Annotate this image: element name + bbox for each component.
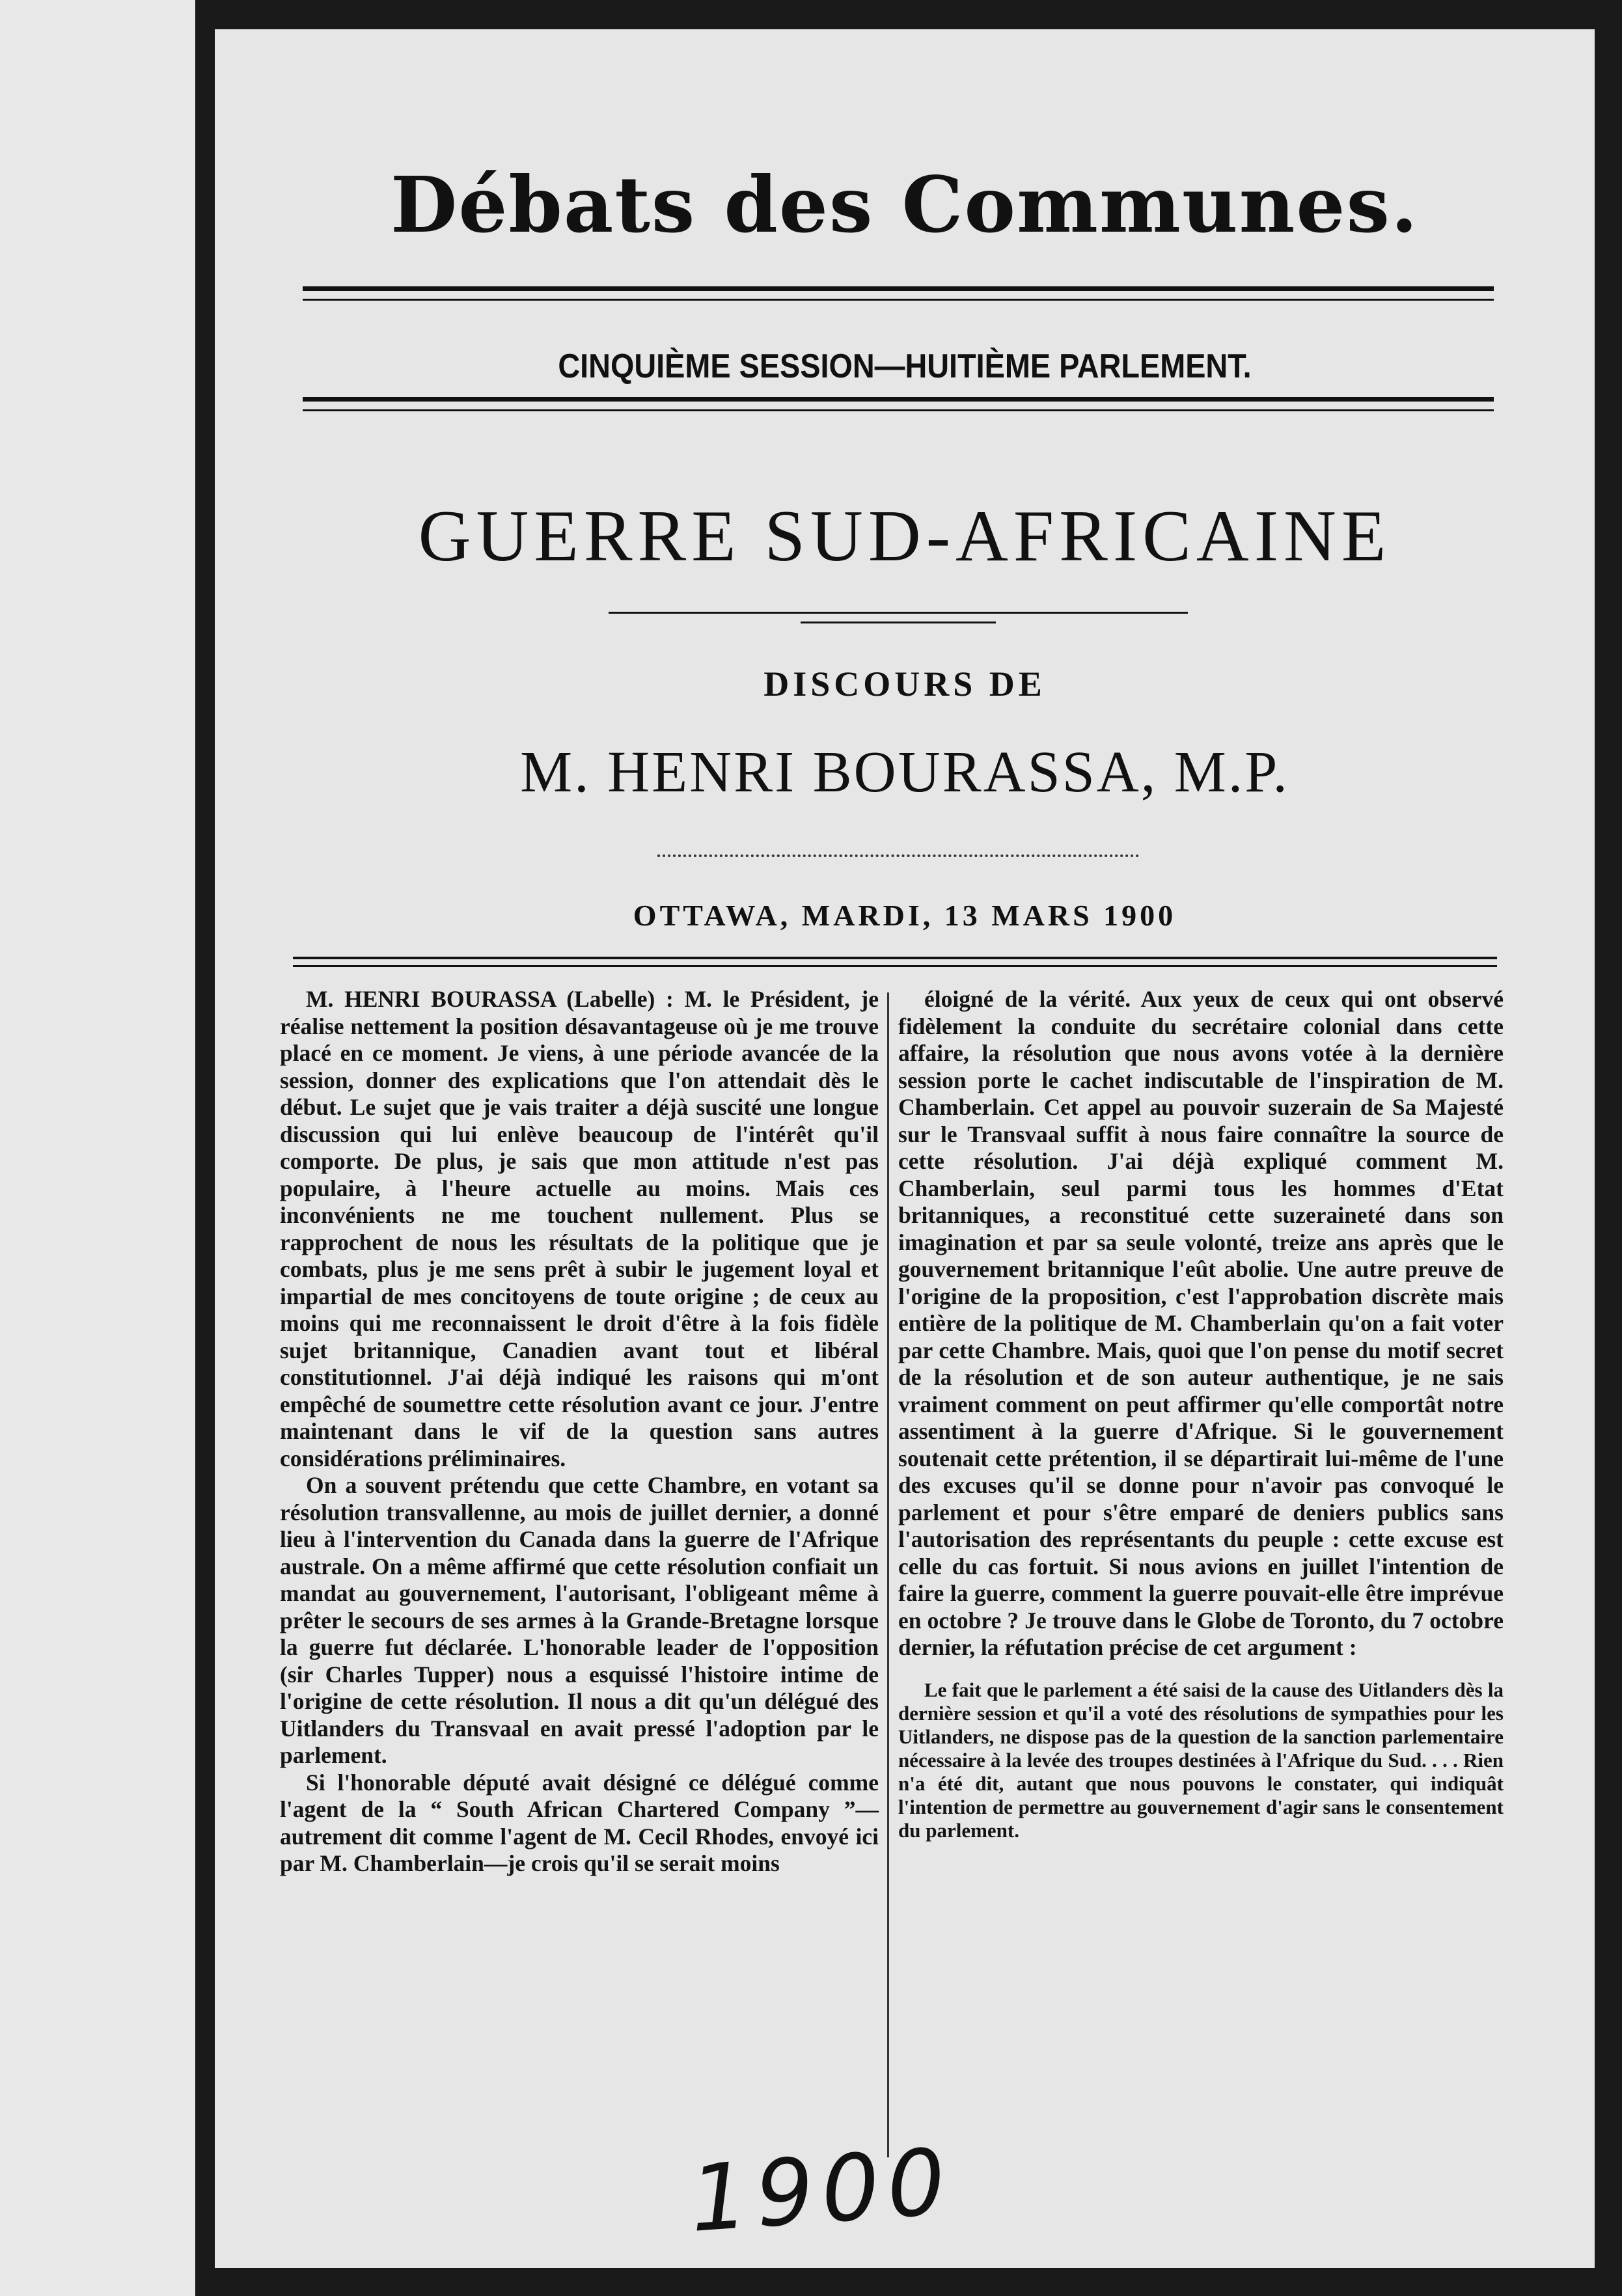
main-title: GUERRE SUD-AFRICAINE bbox=[418, 496, 1392, 577]
title-rule-long bbox=[609, 612, 1188, 614]
paragraph: Si l'honorable député avait désigné ce délégué comme l'agent de la “ South African Chartered Company ”—autrement dit comme l'agent de M. Cecil Rhodes, envoyé ici par M. Chamberlain—je crois qu'il se serait moins bbox=[280, 1769, 879, 1876]
masthead: Débats des Communes. bbox=[391, 159, 1419, 250]
body-column-right bbox=[898, 986, 1504, 1842]
quote-text: Le fait que le parlement a été saisi de la cause des Uitlanders dès la dernière session et qu'il a voté des résolutions de sympathies pour les Uitlanders, ne dispose pas de la question de la sanction parlementaire nécessaire à la levée des troupes destinées à l'Afrique du Sud. . . . Rien n'a été dit, autant que nous pouvons le constater, qui indiquât l'intention de permettre au gouvernement d'agir sans le consentement du parlement. bbox=[898, 1678, 1504, 1842]
header-rule-top bbox=[303, 286, 1494, 301]
title-rule-short bbox=[801, 622, 996, 623]
document-page bbox=[215, 29, 1595, 2268]
paragraph: On a souvent prétendu que cette Chambre, en votant sa résolution transvallenne, au mois de juillet dernier, a donné lieu à l'intervention du Canada dans la guerre de l'Afrique australe. On a même affirmé que cette résolution confiait un mandat au gouvernement, l'autorisant, l'obligeant même à prêter le secours de ses armes à la Grande-Bretagne lorsque la guerre fut déclarée. L'honorable leader de l'opposition (sir Charles Tupper) nous a esquissé l'histoire intime de l'origine de cette résolution. Il nous a dit qu'un délégué des Uitlanders du Transvaal en avait pressé l'adoption par le parlement. bbox=[280, 1472, 879, 1768]
column-divider bbox=[887, 992, 889, 2157]
body-column-left bbox=[280, 986, 879, 1878]
paragraph: M. HENRI BOURASSA (Labelle) : M. le Président, je réalise nettement la position désavantageuse où je me trouve placé en ce moment. Je viens, à une période avancée de la session, donner des explications que l'on attendait dès le début. Le sujet que je vais traiter a déjà suscité une longue discussion qui lui enlève beaucoup de l'intérêt qu'il comporte. De plus, je sais que mon attitude n'est pas populaire, à l'heure actuelle au moins. Mais ces inconvénients ne me touchent nullement. Plus se rapprochent de nous les résultats de la politique que je combats, plus je me sens prêt à subir le jugement loyal et impartial de mes concitoyens de toute origine ; de ceux au moins qui me reconnaissent le droit d'être à la fois fidèle sujet britannique, Canadien avant tout et libéral constitutionnel. J'ai déjà indiqué les raisons qui m'ont empêché de soumettre cette résolution avant ce jour. J'entre maintenant dans le vif de la question sans autres considérations préliminaires. bbox=[280, 986, 879, 1471]
body-rule bbox=[293, 957, 1497, 967]
session-line: CINQUIÈME SESSION—HUITIÈME PARLEMENT. bbox=[558, 348, 1252, 385]
speaker-name: M. HENRI BOURASSA, M.P. bbox=[520, 740, 1289, 804]
handwritten-year: 1900 bbox=[686, 2129, 957, 2253]
header-rule-bottom bbox=[303, 397, 1494, 411]
paragraph: éloigné de la vérité. Aux yeux de ceux qui ont observé fidèlement la conduite du secrétaire colonial dans cette affaire, la résolution que nous avons votée à la dernière session porte le cachet indiscutable de l'inspiration de M. Chamberlain. Cet appel au pouvoir suzerain de Sa Majesté sur le Transvaal suffit à nous faire connaître la source de cette résolution. J'ai déjà expliqué comment M. Chamberlain, seul parmi tous les hommes d'Etat britanniques, a reconstitué cette suzeraineté dans son imagination et par sa seule volonté, treize ans après que le gouvernement britannique l'eût abolie. Une autre preuve de l'origine de la proposition, c'est l'approbation discrète mais entière de la politique de M. Chamberlain qu'on a fait voter par cette Chambre. Mais, quoi que l'on pense du motif secret de la résolution et de son auteur authentique, je ne sais vraiment comment on peut affirmer qu'elle comportât notre assentiment à la guerre d'Afrique. Si le gouvernement soutenait cette prétention, il se départirait lui-même de l'une des excuses qu'il se donne pour n'avoir pas convoqué le parlement et pour s'être emparé de deniers publics sans l'autorisation des représentants du peuple : cette excuse est celle du cas fortuit. Si nous avions en juillet l'intention de faire la guerre, comment la guerre pouvait-elle être imprévue en octobre ? Je trouve dans le Globe de Toronto, du 7 octobre dernier, la réfutation précise de cet argument : bbox=[898, 986, 1504, 1660]
block-quote bbox=[898, 1678, 1504, 1842]
adjacent-page-strip bbox=[0, 0, 195, 2296]
dateline: OTTAWA, MARDI, 13 MARS 1900 bbox=[633, 899, 1177, 932]
dotted-divider bbox=[657, 854, 1139, 857]
discours-label: DISCOURS DE bbox=[763, 664, 1046, 704]
